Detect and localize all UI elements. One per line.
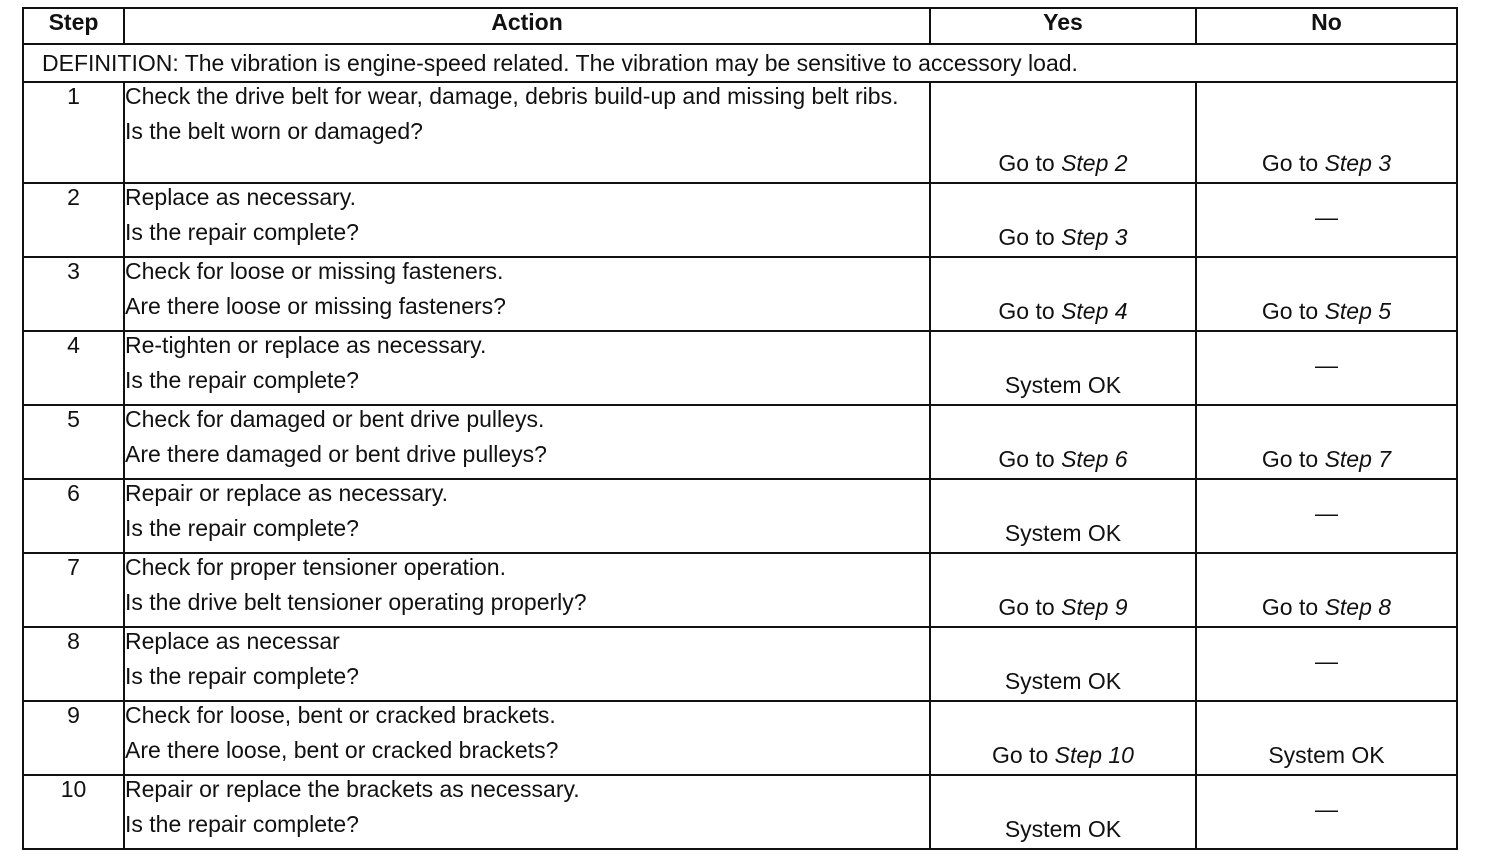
yes-prefix: Go to [998,298,1062,324]
yes-answer: System OK [1004,372,1122,398]
action-instruction: Repair or replace as necessary. [125,480,448,506]
no-step-ref: Step 3 [1324,150,1392,176]
action-cell [124,701,930,775]
no-prefix: Go to [1261,594,1325,620]
no-dash: — [1315,499,1338,526]
action-instruction: Check for loose, bent or cracked brackets. [125,702,556,728]
action-instruction: Replace as necessary. [125,184,356,210]
action-question: Is the belt worn or damaged? [125,118,423,144]
action-instruction: Check for loose or missing fasteners. [125,258,504,284]
table-row [23,701,1457,775]
yes-step-ref: Step 9 [1061,594,1128,620]
yes-answer: System OK [1004,816,1122,842]
no-step-ref: Step 5 [1324,298,1392,324]
action-question: Is the repair complete? [125,367,359,393]
yes-cell [930,405,1196,479]
action-cell [124,775,930,849]
yes-cell [930,82,1196,183]
no-dash: — [1315,351,1338,378]
table-row [23,183,1457,257]
table-row [23,627,1457,701]
table-row [23,331,1457,405]
no-cell [1196,479,1457,553]
yes-answer [931,594,1195,621]
yes-answer: System OK [1004,668,1122,694]
step-number: 2 [23,183,124,257]
no-dash: — [1315,795,1338,822]
definition-row [23,44,1457,82]
yes-answer [931,224,1195,251]
no-answer [1197,594,1456,621]
action-cell [124,82,930,183]
step-number: 10 [23,775,124,849]
no-dash: — [1315,647,1338,674]
no-cell [1196,82,1457,183]
action-question: Is the repair complete? [125,811,359,837]
table-row [23,257,1457,331]
table-row [23,82,1457,183]
action-question: Is the repair complete? [125,515,359,541]
action-cell [124,183,930,257]
header-step: Step [23,8,124,44]
action-cell [124,331,930,405]
yes-cell [930,331,1196,405]
no-answer [1197,150,1456,177]
yes-step-ref: Step 10 [1054,742,1134,768]
action-question: Is the repair complete? [125,663,359,689]
step-number: 3 [23,257,124,331]
no-cell [1196,183,1457,257]
yes-cell [930,479,1196,553]
yes-cell [930,257,1196,331]
yes-cell [930,627,1196,701]
definition-text: DEFINITION: The vibration is engine-speed related. The vibration may be sensitive to accessory load. [23,44,1457,82]
yes-cell [930,701,1196,775]
no-cell [1196,405,1457,479]
no-cell [1196,331,1457,405]
table-row [23,479,1457,553]
action-cell [124,627,930,701]
action-instruction: Check for proper tensioner operation. [125,554,506,580]
yes-step-ref: Step 3 [1061,224,1128,250]
no-cell [1196,553,1457,627]
action-question: Is the repair complete? [125,219,359,245]
action-instruction: Repair or replace the brackets as necessary. [125,776,580,802]
action-instruction: Replace as necessar [125,628,340,654]
no-step-ref: Step 7 [1324,446,1392,472]
header-yes: Yes [930,8,1196,44]
step-number: 4 [23,331,124,405]
yes-cell [930,183,1196,257]
yes-step-ref: Step 2 [1061,150,1128,176]
header-row [23,8,1457,44]
action-question: Are there loose, bent or cracked brackets? [125,737,559,763]
yes-answer [931,742,1195,769]
action-question: Are there loose or missing fasteners? [125,293,506,319]
yes-step-ref: Step 6 [1061,446,1128,472]
yes-prefix: Go to [998,224,1062,250]
yes-answer: System OK [1004,520,1122,546]
diagnostic-table [22,7,1458,850]
step-number: 9 [23,701,124,775]
no-cell [1196,775,1457,849]
header-no: No [1196,8,1457,44]
action-cell [124,479,930,553]
no-cell [1196,627,1457,701]
no-prefix: Go to [1261,150,1325,176]
action-question: Are there damaged or bent drive pulleys? [125,441,547,467]
no-cell [1196,701,1457,775]
no-dash: — [1315,203,1338,230]
step-number: 1 [23,82,124,183]
no-answer [1197,446,1456,473]
step-number: 6 [23,479,124,553]
header-action: Action [124,8,930,44]
yes-prefix: Go to [998,150,1062,176]
step-number: 8 [23,627,124,701]
action-cell [124,257,930,331]
action-cell [124,405,930,479]
no-prefix: Go to [1261,298,1325,324]
no-cell [1196,257,1457,331]
no-prefix: Go to [1261,446,1325,472]
yes-answer [931,150,1195,177]
no-step-ref: Step 8 [1324,594,1392,620]
yes-answer [931,446,1195,473]
table-row [23,405,1457,479]
table-row [23,553,1457,627]
no-answer: System OK [1268,742,1385,768]
action-cell [124,553,930,627]
action-instruction: Check the drive belt for wear, damage, debris build-up and missing belt ribs. [125,83,899,109]
yes-prefix: Go to [998,446,1062,472]
yes-cell [930,553,1196,627]
action-instruction: Re-tighten or replace as necessary. [125,332,487,358]
table-row [23,775,1457,849]
step-number: 5 [23,405,124,479]
yes-prefix: Go to [998,594,1062,620]
yes-prefix: Go to [992,742,1055,768]
yes-answer [931,298,1195,325]
no-answer [1197,298,1456,325]
yes-cell [930,775,1196,849]
action-instruction: Check for damaged or bent drive pulleys. [125,406,545,432]
diagnostic-table-container [22,7,1456,850]
step-number: 7 [23,553,124,627]
action-question: Is the drive belt tensioner operating properly? [125,589,587,615]
yes-step-ref: Step 4 [1061,298,1128,324]
